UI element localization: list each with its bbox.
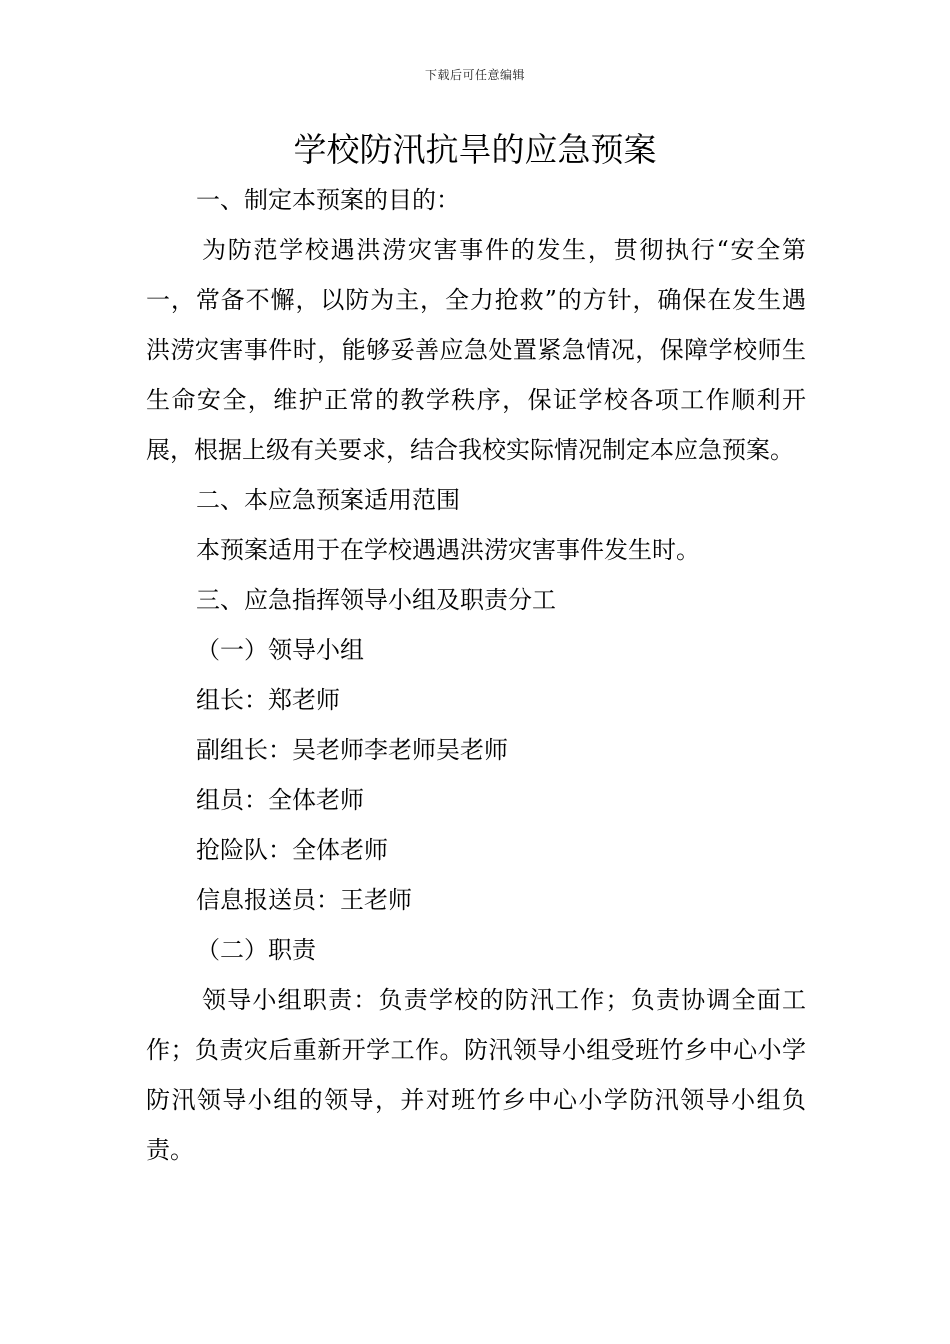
purpose-heading: 一、制定本预案的目的： [196,186,460,214]
leader-line: 组长：郑老师 [196,686,340,714]
deputy-leader-line: 副组长：吴老师李老师吴老师 [196,736,508,764]
duties-paragraph: 领导小组职责：负责学校的防汛工作；负责协调全面工作；负责灾后重新开学工作。防汛领导小组受班竹乡中心小学防汛领导小组的领导，并对班竹乡中心小学防汛领导小组负责。 [146,986,806,1164]
scope-heading: 二、本应急预案适用范围 [196,486,460,514]
command-heading: 三、应急指挥领导小组及职责分工 [196,586,556,614]
duties-heading: （二）职责 [196,936,316,964]
document-body [146,175,806,1175]
header-note: 下载后可任意编辑 [424,68,525,82]
scope-paragraph: 本预案适用于在学校遇遇洪涝灾害事件发生时。 [196,536,700,564]
group-heading: （一）领导小组 [196,636,364,664]
members-line: 组员：全体老师 [196,786,364,814]
purpose-paragraph: 为防范学校遇洪涝灾害事件的发生，贯彻执行“安全第一，常备不懈，以防为主，全力抢救”的方针，确保在发生遇洪涝灾害事件时，能够妥善应急处置紧急情况，保障学校师生生命安全，维护正常的教学秩序，保证学校各项工作顺利开展，根据上级有关要求，结合我校实际情况制定本应急预案。 [146,236,806,464]
rescue-team-line: 抢险队：全体老师 [196,836,388,864]
info-reporter-line: 信息报送员：王老师 [196,886,412,914]
document-title: 学校防汛抗旱的应急预案 [293,130,657,169]
